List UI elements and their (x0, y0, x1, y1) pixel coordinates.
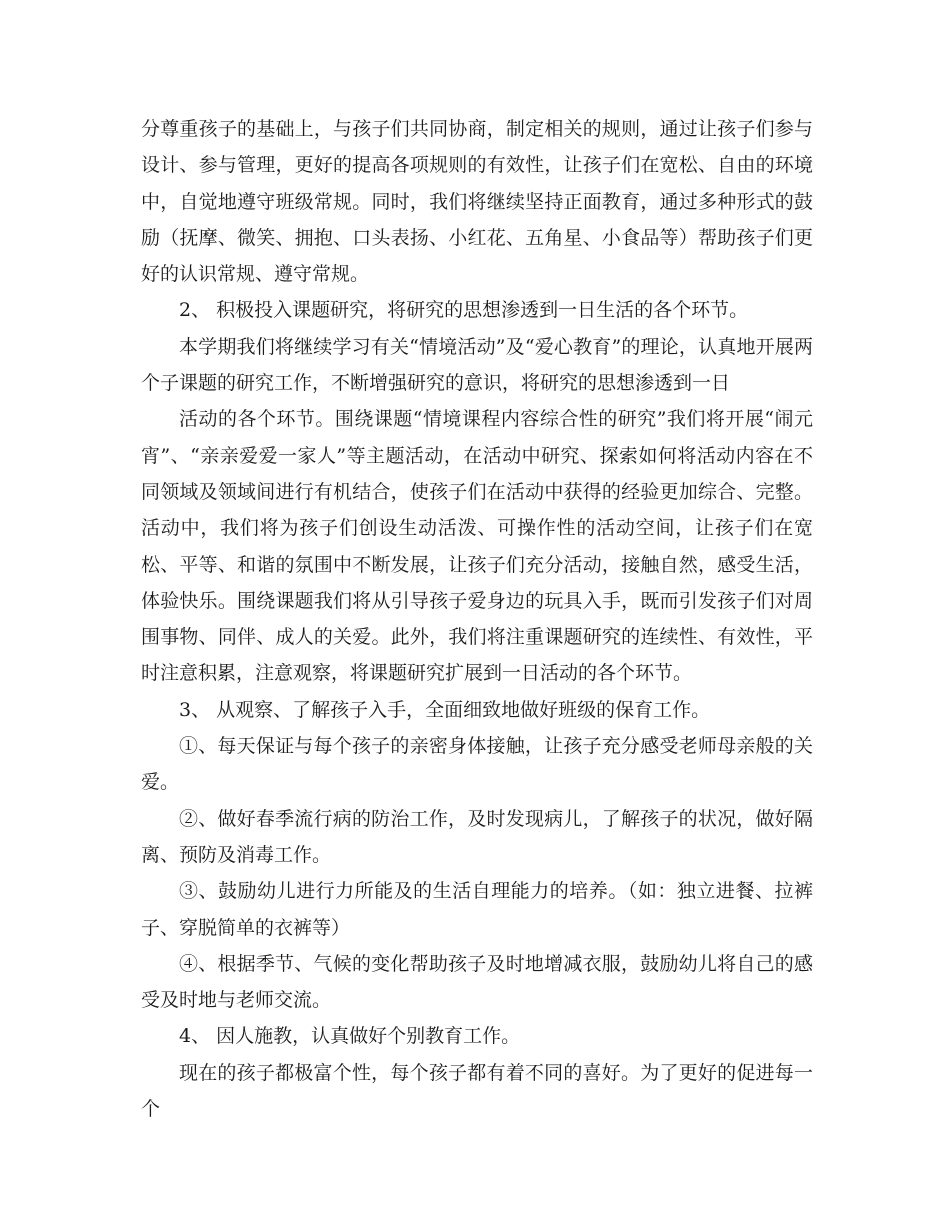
paragraph-research-activities: 活动的各个环节。围绕课题“情境课程内容综合性的研究”我们将开展“闹元宵”、“亲亲爱爱一家人”等主题活动，在活动中研究、探索如何将活动内容在不同领域及领域间进行有机结合，使孩子们在活动中获得的经验更加综合、完整。活动中，我们将为孩子们创设生动活泼、可操作性的活动空间，让孩子们在宽松、平等、和谐的氛围中不断发展，让孩子们充分活动，接触自然，感受生活，体验快乐。围绕课题我们将从引导孩子爱身边的玩具入手，既而引发孩子们对周围事物、同伴、成人的关爱。此外，我们将注重课题研究的连续性、有效性，平时注意积累，注意观察，将课题研究扩展到一日活动的各个环节。 (141, 408, 813, 685)
paragraph-individuality: 现在的孩子都极富个性，每个孩子都有着不同的喜好。为了更好的促进每一个 (141, 1061, 813, 1121)
list-item-care-2: ②、做好春季流行病的防治工作，及时发现病儿，了解孩子的状况，做好隔离、预防及消毒工作。 (141, 807, 813, 866)
list-item-care-4: ④、根据季节、气候的变化帮助孩子及时地增减衣服，鼓励幼儿将自己的感受及时地与老师交流。 (141, 952, 813, 1012)
paragraph-research-intro: 本学期我们将继续学习有关“情境活动”及“爱心教育”的理论，认真地开展两个子课题的研究工作，不断增强研究的意识，将研究的思想渗透到一日 (141, 335, 813, 395)
paragraph-rules: 分尊重孩子的基础上，与孩子们共同协商，制定相关的规则，通过让孩子们参与设计、参与管理，更好的提高各项规则的有效性，让孩子们在宽松、自由的环境中，自觉地遵守班级常规。同时，我们将继续坚持正面教育，通过多种形式的鼓励（抚摩、微笑、拥抱、口头表扬、小红花、五角星、小食品等）帮助孩子们更好的认识常规、遵守常规。 (141, 118, 813, 286)
heading-care-work: 3、 从观察、了解孩子入手，全面细致地做好班级的保育工作。 (179, 698, 711, 721)
list-item-care-1: ①、每天保证与每个孩子的亲密身体接触，让孩子充分感受老师母亲般的关爱。 (141, 735, 813, 794)
list-item-care-3: ③、鼓励幼儿进行力所能及的生活自理能力的培养。（如：独立进餐、拉裤子、穿脱简单的衣裤等） (141, 880, 813, 939)
document-body (141, 111, 813, 1127)
heading-individual-education: 4、 因人施教，认真做好个别教育工作。 (179, 1025, 521, 1048)
heading-research: 2、 积极投入课题研究，将研究的思想渗透到一日生活的各个环节。 (179, 299, 749, 322)
